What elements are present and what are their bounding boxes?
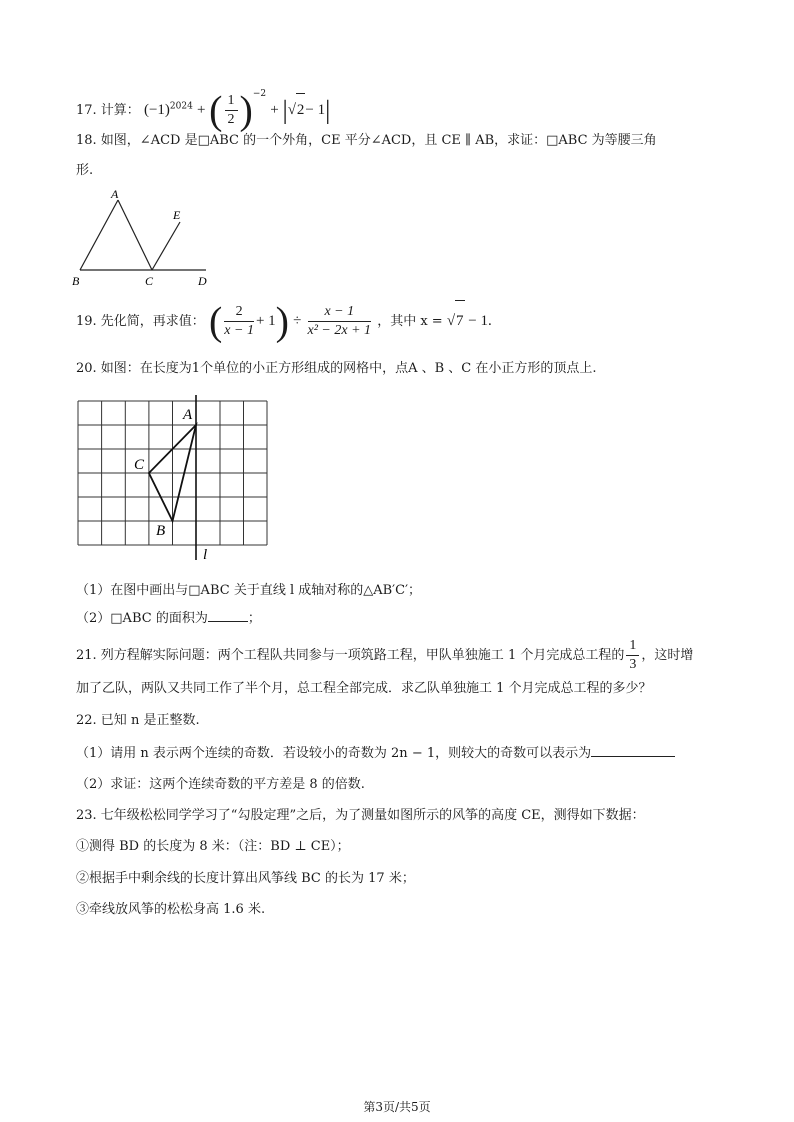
label-A: A [183,407,193,423]
label-E: E [173,208,181,222]
label-l: l [203,547,208,563]
label-B: B [72,274,80,288]
label-D: D [198,274,207,288]
question-18-line1: 18. 如图，∠ACD 是□ABC 的一个外角，CE 平分∠ACD，且 CE ∥ AB，求证：□ABC 为等腰三角 [76,133,657,148]
question-21-line1: 21. 列方程解实际问题：两个工程队共同参与一项筑路工程，甲队单独施工 1 个月完成总工程的 $\frac{1}{3}$ ，这时增 [76,638,694,672]
question-23-item3: ③牵线放风筝的松松身高 1.6 米. [76,902,266,917]
question-20: 20. 如图：在长度为1个单位的小正方形组成的网格中，点A 、B 、C 在小正方形的顶点上. [76,361,597,376]
fraction-one-half: $\frac{1}{2}$ [225,92,238,129]
label-A: A [111,187,119,201]
label-C: C [145,274,154,288]
grid-lines [78,401,267,545]
page-footer: 第3页/共5页 [363,1100,431,1114]
question-23-item1: ①测得 BD 的长度为 8 米：（注：BD ⊥ CE）； [76,839,350,854]
triangle-figure-q18 [66,184,226,290]
question-17: 17. 计算： $(-1)^{2024}$ + ( $\frac{1}{2}$ )$^{-2}$ + |√2− 1| [76,87,331,133]
answer-blank[interactable] [591,756,675,757]
question-21-line2: 加了乙队，两队又共同工作了半个月，总工程全部完成．求乙队单独施工 1 个月完成总工程的多少？ [76,681,652,696]
answer-blank[interactable] [208,621,248,622]
label-C: C [134,457,145,473]
question-18-line2: 形. [76,163,94,178]
grid-figure-q20 [70,395,280,565]
question-22-title: 22. 已知 n 是正整数. [76,713,200,728]
question-23-title: 23. 七年级松松同学学习了“勾股定理”之后，为了测量如图所示的风筝的高度 CE，测得如下数据： [76,808,645,823]
question-20-sub1: （1）在图中画出与□ABC 关于直线 l 成轴对称的△AB′C′； [76,583,422,598]
question-22-sub2: （2）求证：这两个连续奇数的平方差是 8 的倍数. [76,777,365,792]
fraction-one-third: $\frac{1}{3}$ [626,637,639,674]
question-23-item2: ②根据手中剩余线的长度计算出风筝线 BC 的长为 17 米； [76,871,415,886]
label-B: B [156,523,166,539]
question-19: 19. 先化简，再求值： ( $\frac{2}{x - 1}$ + 1) ÷ $\frac{x - 1}{\text{x² − 2x + 1}}$ ，其中 x = √7 − 1. [76,298,492,344]
question-20-sub2: （2）□ABC 的面积为 ； [76,611,261,626]
question-22-sub1: （1）请用 n 表示两个连续的奇数．若设较小的奇数为 2n − 1，则较大的奇数可以表示为 [76,745,675,763]
